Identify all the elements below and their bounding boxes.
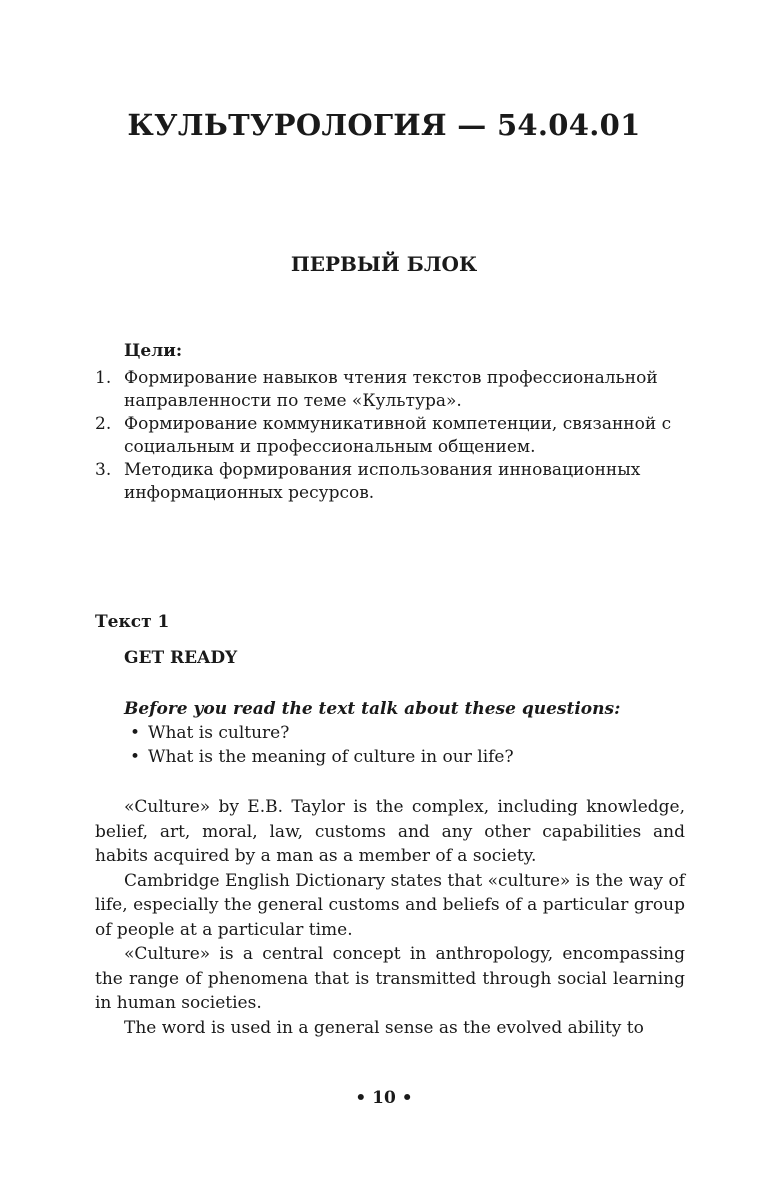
goal-number: 1. (95, 368, 112, 388)
bullet-icon: • (130, 747, 141, 767)
goal-item (95, 413, 695, 459)
discussion-prompt-block (124, 697, 694, 769)
reading-text (95, 795, 685, 1040)
question-list (124, 721, 694, 769)
goal-text: Формирование навыков чтения текстов профессиональной направленности по теме «Культура». (124, 368, 658, 411)
paragraph: «Culture» by E.B. Taylor is the complex, including knowledge, belief, art, moral, law, customs and any other capabilities and habits acquired by a man as a member of a society. (95, 797, 685, 866)
section-title: ПЕРВЫЙ БЛОК (290, 252, 478, 276)
goal-text: Методика формирования использования инновационных информационных ресурсов. (124, 460, 641, 503)
goals-section (95, 340, 695, 505)
goal-text: Формирование коммуникативной компетенции, связанной с социальным и профессиональным общением. (124, 414, 672, 457)
goal-number: 2. (95, 414, 112, 434)
goal-item (95, 367, 695, 413)
chapter-title: КУЛЬТУРОЛОГИЯ — 54.04.01 (127, 108, 641, 142)
goal-item (95, 459, 695, 505)
goal-number: 3. (95, 460, 112, 480)
paragraph: Cambridge English Dictionary states that «culture» is the way of life, especially the general customs and beliefs of a particular group of people at a particular time. (95, 870, 685, 940)
paragraph: «Culture» is a central concept in anthropology, encompassing the range of phenomena that is transmitted through social learning in human societies. (95, 944, 685, 1013)
get-ready-heading: GET READY (124, 648, 238, 668)
page-number: • 10 • (355, 1088, 413, 1108)
question-item (124, 721, 694, 745)
question-text: What is the meaning of culture in our life? (148, 747, 514, 767)
question-text: What is culture? (148, 723, 290, 743)
discussion-prompt: Before you read the text talk about these questions: (124, 699, 621, 719)
question-item (124, 745, 694, 769)
text-label: Текст 1 (95, 612, 170, 632)
paragraph: The word is used in a general sense as the evolved ability to (124, 1017, 644, 1038)
goals-heading: Цели: (124, 341, 183, 361)
bullet-icon: • (130, 723, 141, 743)
goals-list (95, 367, 695, 505)
